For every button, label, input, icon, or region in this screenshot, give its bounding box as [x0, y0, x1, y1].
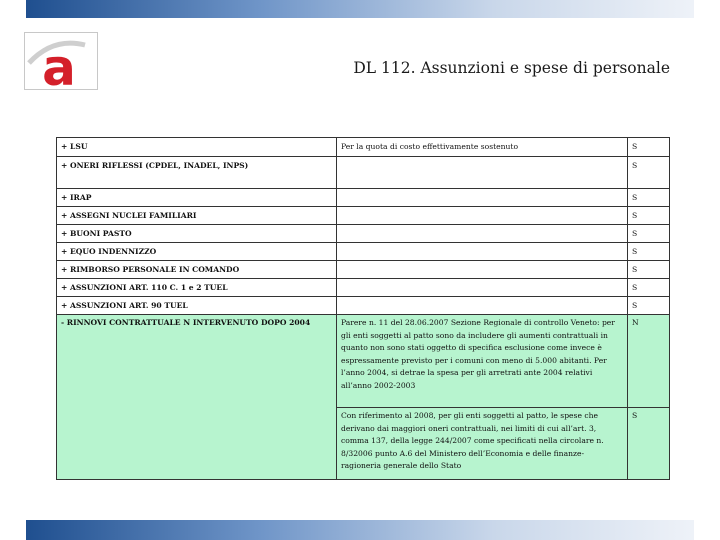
logo-a-icon — [25, 33, 97, 89]
row-flag: S — [628, 261, 670, 279]
row-note — [337, 157, 628, 189]
table-row — [57, 157, 670, 189]
table-row — [57, 297, 670, 315]
table-row — [57, 189, 670, 207]
row-item: + IRAP — [57, 189, 337, 207]
row-note — [337, 243, 628, 261]
expense-table — [56, 137, 670, 480]
row-item: + ASSEGNI NUCLEI FAMILIARI — [57, 207, 337, 225]
table-row — [57, 225, 670, 243]
row-note: Per la quota di costo effettivamente sostenuto — [337, 138, 628, 157]
table-row — [57, 138, 670, 157]
row-flag: S — [628, 207, 670, 225]
table-row — [57, 243, 670, 261]
row-note — [337, 189, 628, 207]
header-band — [26, 0, 694, 18]
highlight-note-2: Con riferimento al 2008, per gli enti soggetti al patto, le spese che derivano dai maggiori oneri contrattuali, nei limiti di cui all’art. 3, comma 137, della legge 244/2007 come specificati nella circolare n. 8/32006 punto A.6 del Ministero dell’Economia e delle finanze-ragioneria generale dello Stato — [337, 408, 628, 480]
row-item: + ASSUNZIONI ART. 90 TUEL — [57, 297, 337, 315]
logo-letter: a — [42, 39, 76, 89]
highlight-item: - RINNOVI CONTRATTUALE N INTERVENUTO DOPO 2004 — [57, 315, 337, 480]
row-item: + EQUO INDENNIZZO — [57, 243, 337, 261]
row-note — [337, 297, 628, 315]
row-flag: S — [628, 243, 670, 261]
highlight-flag-1: N — [628, 315, 670, 408]
table-row — [57, 279, 670, 297]
row-flag: S — [628, 297, 670, 315]
row-flag: S — [628, 138, 670, 157]
highlight-flag-2: S — [628, 408, 670, 480]
highlight-row — [57, 315, 670, 408]
row-flag: S — [628, 225, 670, 243]
table-row — [57, 207, 670, 225]
page-title: DL 112. Assunzioni e spese di personale — [353, 59, 670, 77]
row-item: + ONERI RIFLESSI (CPDEL, INADEL, INPS) — [57, 157, 337, 189]
row-note — [337, 261, 628, 279]
row-item: + LSU — [57, 138, 337, 157]
row-note — [337, 279, 628, 297]
table-row — [57, 261, 670, 279]
logo — [24, 32, 98, 90]
row-item: + ASSUNZIONI ART. 110 C. 1 e 2 TUEL — [57, 279, 337, 297]
row-flag: S — [628, 279, 670, 297]
row-note — [337, 225, 628, 243]
row-note — [337, 207, 628, 225]
footer-band — [26, 520, 694, 540]
row-item: + BUONI PASTO — [57, 225, 337, 243]
highlight-note-1: Parere n. 11 del 28.06.2007 Sezione Regionale di controllo Veneto: per gli enti soggetti al patto sono da includere gli aumenti contrattuali in quanto non sono stati oggetto di specifica esclusione come invece è espressamente previsto per i comuni con meno di 5.000 abitanti. Per l’anno 2004, si detrae la spesa per gli arretrati ante 2004 relativi all’anno 2002-2003 — [337, 315, 628, 408]
row-flag: S — [628, 157, 670, 189]
row-flag: S — [628, 189, 670, 207]
row-item: + RIMBORSO PERSONALE IN COMANDO — [57, 261, 337, 279]
